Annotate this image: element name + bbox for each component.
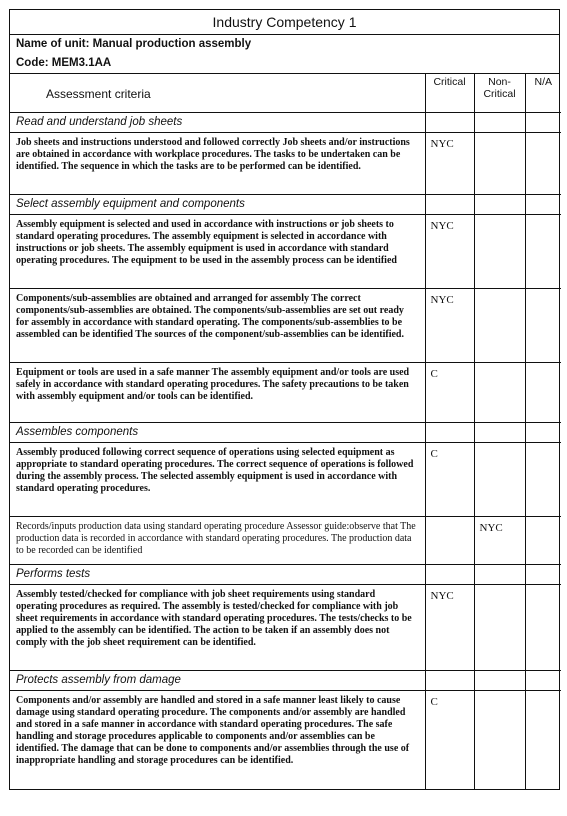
- na-cell: [525, 443, 561, 517]
- criterion-text: Equipment or tools are used in a safe manner The assembly equipment and/or tools are used safely in accordance with standard operating procedures. The safety precautions to be taken with assembly equipment and/or tools can be identified.: [10, 363, 425, 423]
- header-na: N/A: [525, 74, 561, 113]
- na-cell: [525, 691, 561, 789]
- na-cell: [525, 133, 561, 195]
- criterion-text: Components and/or assembly are handled and stored in a safe manner least likely to cause damage using standard operating procedure. The components and/or assembly are handled and stored in a safe manner in accordance with standard operating procedures. The safe handling and storage procedures applicable to components and/or assemblies can be identified. The damage that can be done to components and/or assemblies through the use of inappropriate handling and storage procedures can be identified.: [10, 691, 425, 789]
- non-critical-cell: [474, 215, 525, 289]
- table-row: [10, 691, 561, 789]
- critical-cell: NYC: [425, 133, 474, 195]
- na-cell: [525, 585, 561, 671]
- criterion-text: Components/sub-assemblies are obtained and arranged for assembly The correct components/sub-assemblies are obtained. The components/sub-assemblies are set out ready for assembly in accordance with standard operating. The components/sub-assemblies to be assembled can be identified The sources of the component/sub-assemblies can be identified.: [10, 289, 425, 363]
- non-critical-cell: [474, 443, 525, 517]
- criterion-text: Assembly tested/checked for compliance with job sheet requirements using standard operating procedures as required. The assembly is tested/checked for compliance with job sheet requirements in accordance with standard operating procedures. The tests/checks to be applied to the assembly can be identified. The action to be taken if an assembly does not comply with the job sheet requirement can be identified.: [10, 585, 425, 671]
- na-cell: [525, 363, 561, 423]
- critical-cell: [425, 517, 474, 565]
- document-title: Industry Competency 1: [10, 10, 559, 35]
- non-critical-cell: [474, 585, 525, 671]
- na-cell: [525, 289, 561, 363]
- table-row: [10, 363, 561, 423]
- unit-code: Code: MEM3.1AA: [16, 57, 112, 69]
- critical-cell: C: [425, 363, 474, 423]
- section-row: [10, 565, 561, 585]
- na-cell: [525, 517, 561, 565]
- header-critical: Critical: [425, 74, 474, 113]
- criterion-text: Records/inputs production data using standard operating procedure Assessor guide:observe that The production data is recorded in accordance with standard operating procedures. The production data to be recorded can be identified: [10, 517, 425, 565]
- unit-info: [10, 35, 559, 74]
- critical-cell: NYC: [425, 289, 474, 363]
- table-row: [10, 585, 561, 671]
- unit-name: Name of unit: Manual production assembly: [16, 38, 252, 50]
- section-heading: Assembles components: [10, 423, 425, 443]
- section-heading: Protects assembly from damage: [10, 671, 425, 691]
- table-row: [10, 215, 561, 289]
- criterion-text: Job sheets and instructions understood and followed correctly Job sheets and/or instructions are obtained in accordance with workplace procedures. The tasks to be undertaken can be identified. The sequence in which the tasks are to be performed can be identified.: [10, 133, 425, 195]
- section-heading: Performs tests: [10, 565, 425, 585]
- assessment-table: [10, 74, 561, 789]
- non-critical-cell: [474, 691, 525, 789]
- table-row: [10, 517, 561, 565]
- section-row: [10, 113, 561, 133]
- non-critical-cell: [474, 133, 525, 195]
- competency-sheet: [9, 9, 560, 790]
- criterion-text: Assembly produced following correct sequence of operations using selected equipment as appropriate to standard operating procedures. The correct sequence of operations is followed during the assembly process. The selected assembly equipment is used in accordance with standard operating procedures.: [10, 443, 425, 517]
- non-critical-cell: NYC: [474, 517, 525, 565]
- header-assessment-criteria: Assessment criteria: [10, 74, 425, 113]
- critical-cell: C: [425, 691, 474, 789]
- non-critical-cell: [474, 363, 525, 423]
- table-row: [10, 443, 561, 517]
- section-row: [10, 423, 561, 443]
- non-critical-cell: [474, 289, 525, 363]
- header-non-critical: Non-Critical: [474, 74, 525, 113]
- criterion-text: Assembly equipment is selected and used in accordance with instructions or job sheets to standard operating procedures. The assembly equipment is selected in accordance with instructions or job sheets. The assembly equipment is used in accordance with standard operating procedures. The equipment to be used in the assembly process can be identified: [10, 215, 425, 289]
- section-heading: Read and understand job sheets: [10, 113, 425, 133]
- section-row: [10, 671, 561, 691]
- critical-cell: C: [425, 443, 474, 517]
- critical-cell: NYC: [425, 585, 474, 671]
- critical-cell: NYC: [425, 215, 474, 289]
- table-row: [10, 289, 561, 363]
- na-cell: [525, 215, 561, 289]
- table-row: [10, 133, 561, 195]
- section-heading: Select assembly equipment and components: [10, 195, 425, 215]
- table-header-row: [10, 74, 561, 113]
- section-row: [10, 195, 561, 215]
